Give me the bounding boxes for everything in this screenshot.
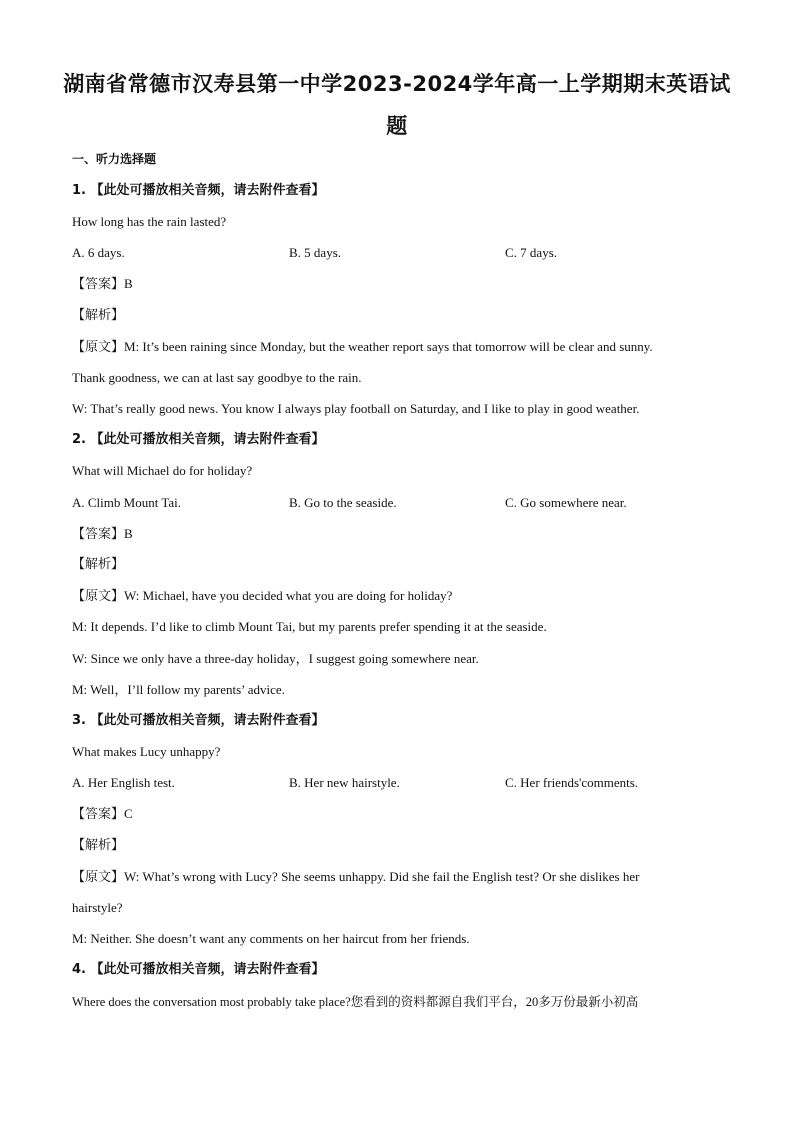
q3-heading: 3. 【此处可播放相关音频，请去附件查看】 <box>72 713 325 728</box>
q1-answer-tag: 【答案】 <box>72 277 125 292</box>
q2-answer <box>72 525 133 544</box>
q3-question: What makes Lucy unhappy? <box>72 744 221 759</box>
q3-transcript-line-3: M: Neither. She doesn’t want any comments on her haircut from her friends. <box>72 931 470 946</box>
q1-answer <box>72 275 133 294</box>
q1-option-b: B. 5 days. <box>289 245 341 260</box>
q1-original-tag: 【原文】 <box>72 340 125 355</box>
q2-question: What will Michael do for holiday? <box>72 463 253 478</box>
q1-transcript-line-3: W: That’s really good news. You know I always play football on Saturday, and I like to play in good weather. <box>72 401 640 416</box>
q3-answer-tag: 【答案】 <box>72 807 125 822</box>
q1-transcript-text-1: M: It’s been raining since Monday, but the weather report says that tomorrow will be clear and sunny. <box>124 339 653 354</box>
q3-option-a: A. Her English test. <box>72 775 175 790</box>
q2-original-tag: 【原文】 <box>72 589 125 604</box>
q2-option-c: C. Go somewhere near. <box>505 495 627 510</box>
q2-transcript-line-2: M: It depends. I’d like to climb Mount Tai, but my parents prefer spending it at the seaside. <box>72 619 547 634</box>
q2-option-b: B. Go to the seaside. <box>289 495 397 510</box>
q2-option-a: A. Climb Mount Tai. <box>72 495 181 510</box>
q3-transcript-text-1: W: What’s wrong with Lucy? She seems unhappy. Did she fail the English test? Or she dislikes her <box>124 869 640 884</box>
q1-heading: 1. 【此处可播放相关音频，请去附件查看】 <box>72 183 325 198</box>
q2-answer-tag: 【答案】 <box>72 527 125 542</box>
q3-analysis-tag: 【解析】 <box>72 838 125 853</box>
q1-option-a: A. 6 days. <box>72 245 125 260</box>
q2-transcript-text-1: W: Michael, have you decided what you are doing for holiday? <box>124 588 453 603</box>
q3-option-c: C. Her friends'comments. <box>505 775 639 790</box>
q1-option-c: C. 7 days. <box>505 245 557 260</box>
q4-question: Where does the conversation most probably take place?您看到的资料都源自我们平台，20多万份最新小初高 <box>72 995 639 1009</box>
q1-analysis-tag: 【解析】 <box>72 308 125 323</box>
q1-answer-value: B <box>124 276 133 291</box>
q1-transcript-line-2: Thank goodness, we can at last say goodbye to the rain. <box>72 370 362 385</box>
q3-option-b: B. Her new hairstyle. <box>289 775 400 790</box>
q2-analysis-tag: 【解析】 <box>72 557 125 572</box>
q3-answer <box>72 805 133 824</box>
q1-question: How long has the rain lasted? <box>72 214 227 229</box>
q3-transcript-line-1 <box>72 868 639 887</box>
q3-transcript-line-2: hairstyle? <box>72 900 123 915</box>
q1-transcript-line-1 <box>72 338 653 357</box>
q2-transcript-line-1 <box>72 587 452 606</box>
q2-heading: 2. 【此处可播放相关音频，请去附件查看】 <box>72 432 325 447</box>
q3-answer-value: C <box>124 806 133 821</box>
q2-transcript-line-4: M: Well，I’ll follow my parents’ advice. <box>72 682 285 697</box>
q2-transcript-line-3: W: Since we only have a three-day holiday，I suggest going somewhere near. <box>72 651 479 666</box>
document-title-line-2: 题 <box>386 114 408 138</box>
q3-original-tag: 【原文】 <box>72 870 125 885</box>
document-title-line-1: 湖南省常德市汉寿县第一中学2023-2024学年高一上学期期末英语试 <box>63 72 731 96</box>
section-heading: 一、听力选择题 <box>72 152 157 166</box>
q2-answer-value: B <box>124 526 133 541</box>
q4-heading: 4. 【此处可播放相关音频，请去附件查看】 <box>72 962 325 977</box>
